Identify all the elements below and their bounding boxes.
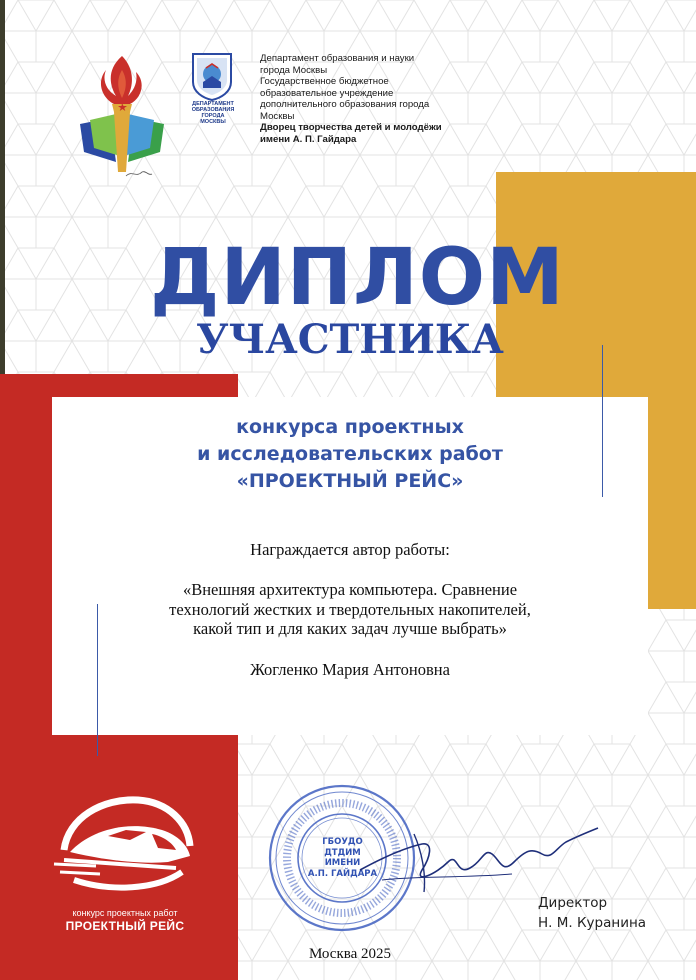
contest-line: и исследовательских работ (197, 443, 503, 465)
contest-line: «ПРОЕКТНЫЙ РЕЙС» (236, 470, 464, 492)
org-name-line: Дворец творчества детей и молодёжи (260, 122, 442, 133)
stamp-line: ДТДИМ (324, 847, 361, 858)
org-line: города Москвы (260, 64, 328, 76)
emblem-caption: ДЕПАРТАМЕНТ ОБРАЗОВАНИЯ ГОРОДА МОСКВЫ (191, 101, 235, 125)
project-trip-logo (50, 790, 200, 900)
signatory-position: Директор (538, 895, 608, 911)
contest-name (150, 414, 550, 495)
signatory-name: Н. М. Куранина (538, 915, 647, 931)
decorative-line-left (97, 604, 98, 756)
organization-block (260, 53, 465, 145)
work-title-line: «Внешняя архитектура компьютера. Сравнение (182, 580, 518, 599)
stamp-line: ИМЕНИ (324, 858, 361, 868)
org-line: образовательное учреждение (260, 87, 394, 99)
diploma-subtitle: УЧАСТНИКА (196, 316, 504, 363)
work-title-line: какой тип и для каких задач лучше выбрать» (193, 619, 507, 638)
org-line: Москвы (260, 110, 295, 122)
award-label: Награждается автор работы: (250, 540, 450, 559)
footer-place-year: Москва 2025 (308, 946, 392, 962)
decorative-line-right (602, 345, 603, 497)
palace-torch-logo (76, 52, 168, 184)
contest-line: конкурса проектных (236, 416, 464, 438)
work-title (130, 580, 570, 639)
contest-logo-title: ПРОЕКТНЫЙ РЕЙС (65, 919, 185, 933)
work-title-line: технологий жестких и твердотельных накопителей, (169, 599, 531, 619)
org-line: Государственное бюджетное (260, 76, 389, 87)
org-name-line: имени А. П. Гайдара (260, 133, 357, 145)
diploma-title: ДИПЛОМ (150, 233, 565, 323)
stamp-line: ГБОУДО (322, 837, 363, 847)
org-line: дополнительного образования города (260, 99, 430, 110)
director-signature (352, 818, 602, 898)
recipient-name: Жогленко Мария Антоновна (250, 660, 450, 679)
org-line: Департамент образования и науки (260, 53, 415, 64)
signatory-block (538, 893, 646, 933)
contest-logo-caption: конкурс проектных работ (72, 908, 178, 918)
stamp-line: А.П. ГАЙДАРА (307, 868, 378, 879)
